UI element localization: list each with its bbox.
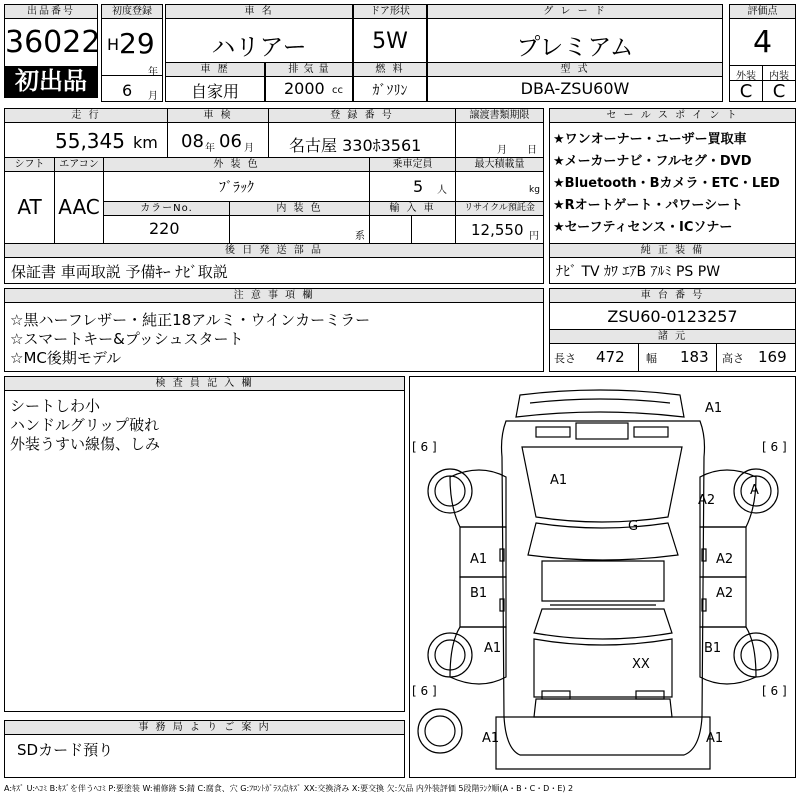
score-value: 4 [752,25,773,60]
ext-label: 外装 [736,71,756,82]
inspector-label: 検 査 員 記 入 欄 [5,377,404,391]
height-label: 高さ [722,352,744,365]
mark-right-rear-door: A2 [716,586,734,601]
lot-number: 36022 [5,25,101,60]
sales-point-2: ★メーカーナビ・フルセグ・DVD [553,154,752,169]
transfer-label: 譲渡書類期限 [456,109,543,123]
insp-year-char: 年 [205,143,215,154]
reg-month-char: 月 [148,91,158,102]
height-value: 169 [758,348,787,366]
color-no-label: カラーNo. [104,202,229,216]
displacement-value: 2000 [284,79,325,98]
office-box [4,720,405,778]
transfer-month: 月 [497,145,507,156]
office-text: SDカード預り [17,741,114,759]
chassis-number: ZSU60-0123257 [607,307,738,326]
mark-front-right-fender: A2 [698,493,716,508]
fuel-cell [353,62,427,102]
first-listing-badge [5,66,97,97]
first-listing-text: 初出品 [15,67,87,95]
model-label: 型 式 [428,63,722,77]
mark-rear-left: A1 [482,731,500,746]
mark-hood: A1 [550,473,568,488]
tread-front-left: [ 6 ] [412,440,437,454]
lot-label: 出品番号 [5,5,97,19]
insp-month-char: 月 [244,143,254,154]
notes-line-2: ☆スマートキー&プッシュスタート [10,330,244,348]
insp-year: 08 [181,131,204,152]
inspection-label: 車 検 [168,109,268,123]
plate-number: 名古屋 330ﾎ3561 [289,136,422,155]
reg-era: H [107,35,120,54]
insp-month: 06 [219,131,242,152]
registration-box [101,4,163,102]
int-grade: C [772,81,786,102]
dim-label: 諸 元 [550,330,795,344]
equipment-list: ﾅﾋﾞ TV ｶﾜ ｴｱB ｱﾙﾐ PS PW [556,264,721,280]
tread-rear-left: [ 6 ] [412,684,437,698]
inspector-line-3: 外装うすい線傷、しみ [10,435,161,453]
km-unit: km [133,133,158,152]
reg-label: 初度登録 [102,5,162,19]
capacity-unit: 人 [437,185,447,196]
sales-point-1: ★ワンオーナー・ユーザー買取車 [553,132,747,147]
office-label: 事 務 局 よ り ご 案 内 [5,721,404,735]
transfer-day: 日 [527,145,537,156]
capacity-value: 5 [413,177,424,196]
mark-front-bumper: A1 [705,401,723,416]
load-label: 最大積載量 [456,158,543,172]
int-label: 内装 [769,71,789,82]
sales-point-5: ★セーフティセンス・ICソナー [553,220,733,235]
mark-left-front-door: A1 [470,552,488,567]
displacement-cell [265,62,353,102]
mark-right-front-door: A2 [716,552,734,567]
recycle-value: 12,550 [471,221,524,239]
history-value: 自家用 [190,82,239,101]
inspector-line-2: ハンドルグリップ破れ [10,416,160,434]
recycle-label: リサイクル預託金 [456,202,543,216]
reg-year-char: 年 [148,67,158,78]
sales-label: セ ー ル ス ポ イ ン ト [550,109,795,123]
color-no-value: 220 [149,219,180,238]
reg-month: 6 [122,81,133,100]
door-label: ドア形状 [354,5,426,19]
import-label: 輸 入 車 [370,202,455,216]
cc-unit: cc [332,85,343,96]
displacement-label: 排 気 量 [266,63,352,77]
notes-line-3: ☆MC後期モデル [10,349,122,367]
score-label: 評価点 [730,5,795,19]
mileage-value: 55,345 [55,129,125,153]
fuel-value: ｶﾞｿﾘﾝ [372,83,408,99]
car-diagram [409,376,796,778]
ac-label: エアコン [55,158,103,172]
width-label: 幅 [646,352,657,365]
interior-label: 内 装 色 [230,202,369,216]
yen-unit: 円 [529,231,539,242]
fuel-label: 燃 料 [354,63,426,77]
shift-label: シフト [5,158,54,172]
mark-rear-right: A1 [706,731,724,746]
tread-front-right: [ 6 ] [762,440,787,454]
later-label: 後 日 発 送 部 品 [5,244,543,258]
load-unit: kg [529,185,540,195]
inspector-box [4,376,405,712]
mark-roof-rear: XX [632,657,650,672]
history-cell [165,62,265,102]
color-value: ﾌﾞﾗｯｸ [219,180,254,196]
chassis-box [549,288,796,372]
reg-year: 29 [119,27,155,60]
mark-windshield: G [628,519,639,534]
history-label: 車 歴 [166,63,264,77]
name-label: 車 名 [166,5,352,19]
car-name: ハリアー [211,33,307,61]
notes-label: 注 意 事 項 欄 [5,289,543,303]
inspector-line-1: シートしわ小 [10,397,101,415]
mileage-label: 走 行 [5,109,167,123]
notes-line-1: ☆黒ハーフレザー・純正18アルミ・ウインカーミラー [10,311,371,329]
length-value: 472 [596,348,625,366]
model-cell [427,62,723,102]
grade-value: プレミアム [516,33,634,61]
color-label: 外 装 色 [104,158,369,172]
interior-unit: 系 [355,231,365,242]
mark-right-rear-fender: B1 [704,641,722,656]
sales-point-3: ★Bluetooth・Bカメラ・ETC・LED [553,176,780,191]
tread-rear-right: [ 6 ] [762,684,787,698]
score-box [729,4,796,102]
mark-left-rear-fender: A1 [484,641,502,656]
mark-front-right-wheel: A [750,483,759,498]
mark-left-rear-door: B1 [470,586,488,601]
grade-label: グ レ ー ド [428,5,722,19]
width-value: 183 [680,348,709,366]
shift-value: AT [17,195,42,219]
model-code: DBA-ZSU60W [520,79,630,98]
legend-footer: A:ｷｽﾞ U:ﾍｺﾐ B:ｷｽﾞを伴うﾍｺﾐ P:要塗装 W:補修跡 S:錆 C:腐食、穴 G:ﾌﾛﾝﾄｶﾞﾗｽ点ｷｽﾞ XX:交換済み X:要交換 欠:欠品 内外装評価 5段階ﾗﾝｸ順(A・B・C・D・E) 2 [4,784,574,793]
ac-value: AAC [58,195,100,219]
car-outline [410,377,795,777]
lot-number-box [4,4,101,98]
vehicle-info-box [4,108,544,284]
capacity-label: 乗車定員 [370,158,455,172]
plate-label: 登 録 番 号 [269,109,455,123]
chassis-label: 車 台 番 号 [550,289,795,303]
sales-point-4: ★Rオートゲート・パワーシート [553,198,744,213]
door-type: 5W [372,29,408,54]
ext-grade: C [739,81,753,102]
equip-label: 純 正 装 備 [550,244,795,258]
later-items: 保証書 車両取説 予備ｷｰ ﾅﾋﾞ取説 [11,263,228,281]
notes-box [4,288,544,372]
sales-point-box [549,108,796,284]
length-label: 長さ [554,352,576,365]
